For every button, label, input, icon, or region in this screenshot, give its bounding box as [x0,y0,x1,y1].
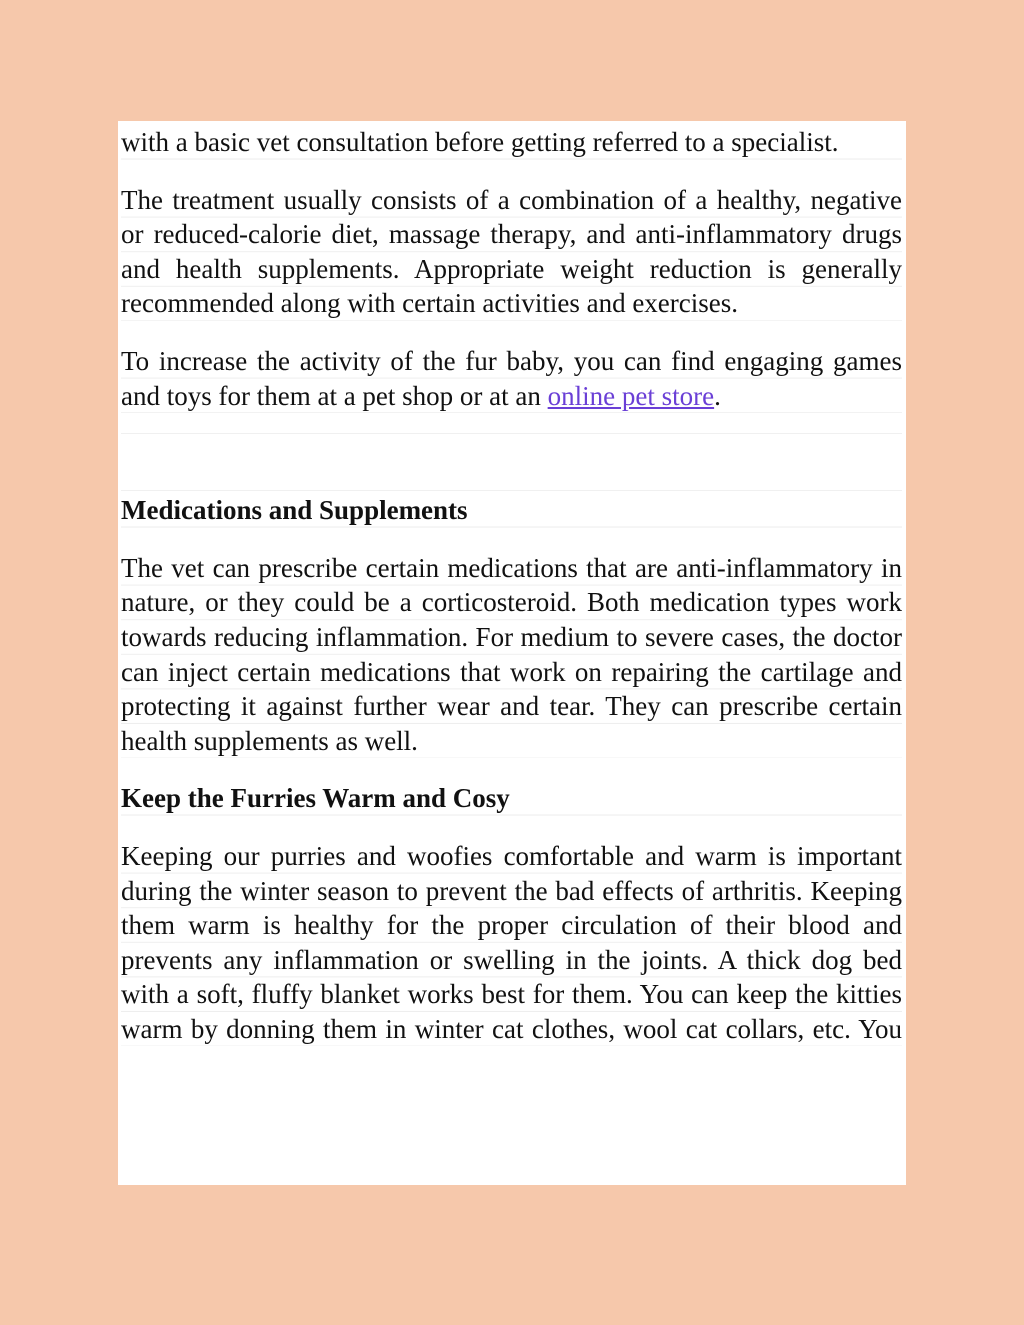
paragraph-treatment: The treatment usually consists of a combination of a healthy, negative or reduced-calorie diet, massage therapy, and anti-inflammatory drugs and health supplements. Appropriate weight reduction is generally recommended along with certain activities and exercises. [121,183,902,321]
paragraph-activity-end: . [714,380,721,411]
empty-spacer [121,433,902,491]
paragraph-activity-text: To increase the activity of the fur baby, you can find engaging games and toys for them at a pet shop or at an [121,345,902,411]
paragraph-vet-consultation: with a basic vet consultation before getting referred to a specialist. [121,125,902,160]
document-page [118,121,906,1185]
paragraph-gap [121,528,902,551]
paragraph-gap [121,321,902,344]
paragraph-gap [121,816,902,839]
heading-keep-warm: Keep the Furries Warm and Cosy [121,781,902,816]
paragraph-keep-warm: Keeping our purries and woofies comfortable and warm is important during the winter season to prevent the bad effects of arthritis. Keeping them warm is healthy for the proper circulation of their blood and prevents any inflammation or swelling in the joints. A thick dog bed with a soft, fluffy blanket works best for them. You can keep the kitties warm by donning them in winter cat clothes, wool cat collars, etc. You [121,839,902,1047]
paragraph-medications: The vet can prescribe certain medications that are anti-inflammatory in nature, or they could be a corticosteroid. Both medication types work towards reducing inflammation. For medium to severe cases, the doctor can inject certain medications that work on repairing the cartilage and protecting it against further wear and tear. They can prescribe certain health supplements as well. [121,551,902,759]
paragraph-activity [121,344,902,413]
paragraph-gap [121,160,902,183]
paragraph-gap [121,758,902,781]
paragraph-gap [121,413,902,433]
heading-medications: Medications and Supplements [121,493,902,528]
document-content [118,125,906,1046]
online-pet-store-link[interactable]: online pet store [547,380,715,411]
